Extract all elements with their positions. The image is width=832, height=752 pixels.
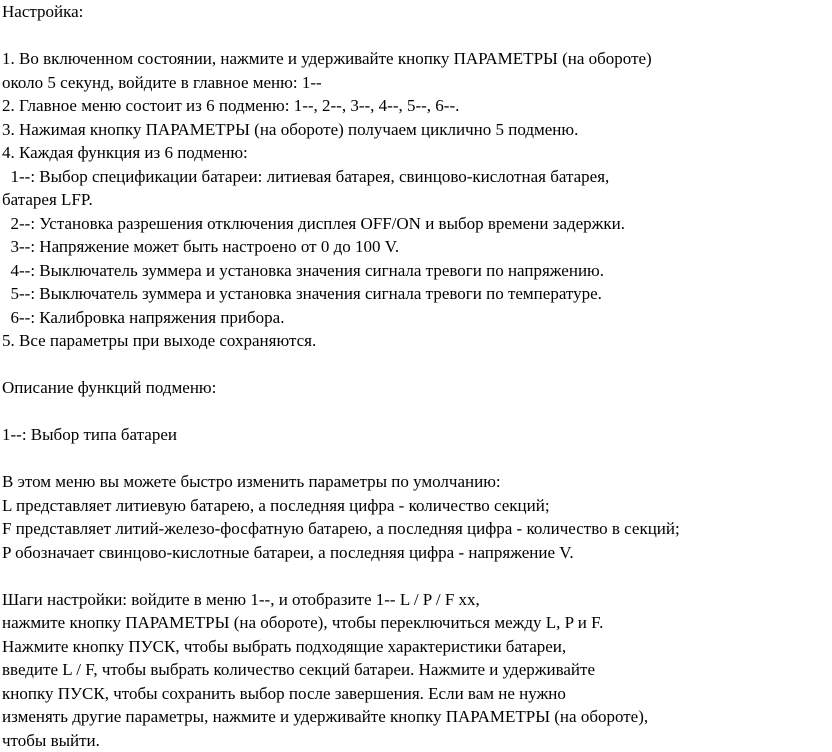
submenu-6: 6--: Калибровка напряжения прибора. [2, 306, 832, 330]
spacer [2, 564, 832, 588]
settings-item-4: 4. Каждая функция из 6 подменю: [2, 141, 832, 165]
settings-item-1b: около 5 секунд, войдите в главное меню: 1-- [2, 71, 832, 95]
spacer [2, 353, 832, 377]
submenu-description-title: 1--: Выбор типа батареи [2, 423, 832, 447]
steps-line-5: кнопку ПУСК, чтобы сохранить выбор после завершения. Если вам не нужно [2, 682, 832, 706]
description-line-1: В этом меню вы можете быстро изменить параметры по умолчанию: [2, 470, 832, 494]
submenu-1a: 1--: Выбор спецификации батареи: литиевая батарея, свинцово-кислотная батарея, [2, 165, 832, 189]
submenu-5: 5--: Выключатель зуммера и установка значения сигнала тревоги по температуре. [2, 282, 832, 306]
steps-line-2: нажмите кнопку ПАРАМЕТРЫ (на обороте), чтобы переключиться между L, P и F. [2, 611, 832, 635]
description-line-3: F представляет литий-железо-фосфатную батарею, а последняя цифра - количество в секций; [2, 517, 832, 541]
settings-title: Настройка: [2, 0, 832, 24]
description-title: Описание функций подменю: [2, 376, 832, 400]
submenu-4: 4--: Выключатель зуммера и установка значения сигнала тревоги по напряжению. [2, 259, 832, 283]
submenu-1b: батарея LFP. [2, 188, 832, 212]
description-line-4: P обозначает свинцово-кислотные батареи, а последняя цифра - напряжение V. [2, 541, 832, 565]
steps-line-3: Нажмите кнопку ПУСК, чтобы выбрать подходящие характеристики батареи, [2, 635, 832, 659]
settings-item-2: 2. Главное меню состоит из 6 подменю: 1--, 2--, 3--, 4--, 5--, 6--. [2, 94, 832, 118]
settings-item-3: 3. Нажимая кнопку ПАРАМЕТРЫ (на обороте) получаем циклично 5 подменю. [2, 118, 832, 142]
steps-line-1: Шаги настройки: войдите в меню 1--, и отобразите 1-- L / P / F xx, [2, 588, 832, 612]
submenu-3: 3--: Напряжение может быть настроено от 0 до 100 V. [2, 235, 832, 259]
spacer [2, 24, 832, 48]
steps-line-6: изменять другие параметры, нажмите и удерживайте кнопку ПАРАМЕТРЫ (на обороте), [2, 705, 832, 729]
spacer [2, 447, 832, 471]
spacer [2, 400, 832, 424]
steps-line-7: чтобы выйти. [2, 729, 832, 752]
settings-item-1a: 1. Во включенном состоянии, нажмите и удерживайте кнопку ПАРАМЕТРЫ (на обороте) [2, 47, 832, 71]
settings-item-5: 5. Все параметры при выходе сохраняются. [2, 329, 832, 353]
steps-line-4: введите L / F, чтобы выбрать количество секций батареи. Нажмите и удерживайте [2, 658, 832, 682]
submenu-2: 2--: Установка разрешения отключения дисплея OFF/ON и выбор времени задержки. [2, 212, 832, 236]
description-line-2: L представляет литиевую батарею, а последняя цифра - количество секций; [2, 494, 832, 518]
